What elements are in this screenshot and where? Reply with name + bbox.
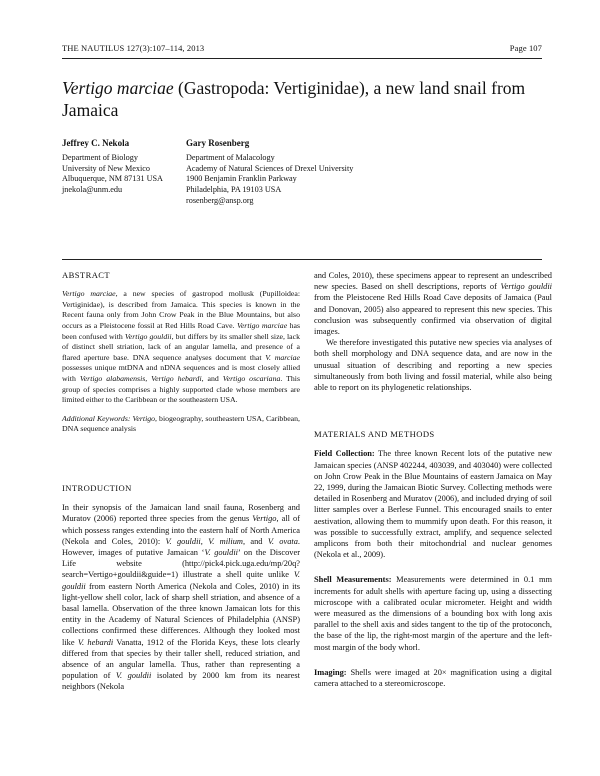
page-number: Page 107 — [509, 43, 542, 53]
running-head — [62, 43, 542, 53]
author-block-2 — [186, 138, 353, 207]
intro-span: ’ on the Discover Life website (http://pick4.pick.uga.edu/mp/20q?search=Vertigo+gouldii&guide=1) illustrate a shell quite unlike — [62, 547, 300, 580]
author-affiliation-line: Albuquerque, NM 87131 USA — [62, 174, 163, 184]
author-block-1 — [62, 138, 163, 196]
author-affiliation-line: Department of Biology — [62, 152, 138, 162]
keywords — [62, 414, 300, 435]
abstract-span: has been confused with — [62, 320, 301, 341]
left-column — [62, 270, 300, 693]
methods-text: The three known Recent lots of the putative new Jamaican species (ANSP 402244, 403039, and 403040) were collected on John Crow Peak in the Blue Mountains of eastern Jamaica on May 22, 1999, during the Jamaican Biotic Survey. Collecting methods were detailed in Rosenberg and Muratov (2006), and included drying of soil litter samples over a Berlese Funnel. This encouraged snails to enter aestivation, allowing them to mummify upon death. For this reason, it was possible to successfully extract, amplify, and sequence selected amplicons from both their mitochondrial and nuclear genomes (Nekola et al., 2009). — [314, 449, 553, 560]
intro-span: Vanatta, 1912 of the Florida Keys, these lots clearly differed from that species by their taller shell, reduced striation, and absence of an angular lamella. Thus, rather than representing a population of — [62, 637, 300, 681]
introduction-heading: INTRODUCTION — [62, 482, 132, 493]
author-affiliation-line: Philadelphia, PA 19103 USA — [186, 185, 282, 195]
imaging-paragraph — [314, 667, 552, 689]
species-name: V. marciae — [265, 352, 300, 362]
intro-span: from eastern North America (Nekola and Coles, 2010) in its light-yellow shell color, lack of sharp shell striation, and absence of a basal lamella. Observation of the three known Jamaican lots for this entity in the Academy of Natural Sciences of Philadelphia (ANSP) collections confirmed these differences. Although they looked most like — [62, 581, 300, 647]
methods-heading: MATERIALS AND METHODS — [314, 429, 435, 440]
run-in-heading: Shell Measurements: — [314, 575, 392, 585]
title-rest: (Gastropoda: Vertiginidae), a new land snail from Jamaica — [62, 78, 526, 120]
species-name: V. gouldii — [165, 536, 201, 546]
species-name: Vertigo marciae — [236, 320, 288, 330]
run-in-heading: Field Collection: — [314, 449, 375, 459]
journal-citation: THE NAUTILUS 127(3):107–114, 2013 — [62, 43, 205, 53]
species-name: V. gouldii — [62, 570, 300, 591]
intro-span: isolated by 2000 km from its nearest neighbors (Nekola — [62, 671, 300, 692]
methods-text: Measurements were determined in 0.1 mm increments for adult shells with aperture facing up, using a dissecting microscope with a calibrated ocular micrometer. Height and width were measured as the dimensions of a bounding box with long axis parallel to the shell axis and sides tangent to the tip of the protoconch, the base of the lip, the right-most margin of the aperture and the left-most margin of the body whorl. — [314, 575, 553, 652]
species-name: Vertigo gouldii — [500, 282, 552, 292]
author-name: Jeffrey C. Nekola — [62, 138, 130, 148]
abstract-heading: ABSTRACT — [62, 270, 111, 280]
species-name: Vertigo hebardi — [151, 373, 202, 383]
intro-span: In their synopsis of the Jamaican land snail fauna, Rosenberg and Muratov (2006) reported three species from the genus — [62, 503, 300, 524]
keywords-label: Additional Keywords: — [62, 413, 133, 423]
species-name: V. gouldii — [115, 671, 152, 681]
species-name: Vertigo oscariana — [222, 373, 281, 383]
author-affiliation-line: 1900 Benjamin Franklin Parkway — [186, 174, 297, 184]
keywords-text: , biogeography, southeastern USA, Caribbean, DNA sequence analysis — [62, 413, 300, 434]
run-in-heading: Imaging: — [314, 667, 347, 677]
right-column — [314, 270, 552, 689]
abstract-span: , a new species of gastropod mollusk (Pupilloidea: Vertiginidae), is described from Jamaica. This species is known in the Recent fauna only from John Crow Peak in the Blue Mountains, but also occurs as a Pleistocene fossil at Red Hills Road Cave. — [62, 289, 301, 330]
abstract-span: , but differs by its smaller shell size, lack of distinct shell striation, lack of an angular lamella, and presence of a flared aperture base. DNA sequence analyses document that — [62, 331, 300, 362]
species-name: V. ovata — [267, 536, 298, 546]
author-email: rosenberg@ansp.org — [186, 195, 254, 205]
section-rule — [62, 259, 542, 260]
species-name: Vertigo alabamensis — [79, 373, 146, 383]
author-affiliation-line: Department of Malacology — [186, 152, 275, 162]
introduction-paragraph — [62, 502, 300, 692]
species-name: V. hebardi — [77, 637, 114, 647]
shell-measurements-paragraph — [314, 574, 552, 652]
species-name: Vertigo — [252, 514, 277, 524]
title-species: Vertigo marciae — [62, 78, 174, 98]
species-name: Vertigo marciae — [62, 289, 116, 299]
article-title — [62, 77, 552, 121]
abstract-span: . This group of species comprises a highly supported clade whose members are limited either to the Caribbean or the southeastern USA. — [62, 373, 300, 405]
author-affiliation-line: Academy of Natural Sciences of Drexel University — [186, 163, 354, 173]
abstract-span: , and — [201, 373, 223, 383]
species-name: V. gouldii — [204, 547, 238, 557]
author-affiliation-line: University of New Mexico — [62, 163, 150, 173]
intro-span: , and — [242, 536, 268, 546]
abstract-span: possesses unique mtDNA and nDNA sequences and is most closely allied with — [62, 363, 300, 383]
methods-text: Shells were imaged at 20× magnification using a digital camera attached to a stereomicroscope. — [314, 667, 552, 689]
introduction-continued — [314, 270, 552, 337]
intro-span: and Coles, 2010), these specimens appear to represent an undescribed new species. Based on shell descriptions, reports of — [314, 271, 552, 292]
species-name: Vertigo — [132, 413, 156, 423]
header-rule — [62, 58, 542, 59]
abstract-span: , — [145, 373, 152, 383]
intro-span: from the Pleistocene Red Hills Road Cave deposits of Jamaica (Paul and Donovan, 2005) also appeared to represent this new species. This conclusion was subsequently confirmed via observation of digital images. — [314, 293, 552, 337]
intro-span: , all of which possess ranges extending into the eastern half of North America (Nekola and Coles, 2010): — [62, 514, 301, 546]
species-name: Vertigo gouldii — [124, 331, 172, 341]
intro-span: . However, images of putative Jamaican ‘ — [62, 536, 301, 557]
abstract-text — [62, 289, 300, 406]
species-name: V. milium — [208, 536, 243, 546]
author-name: Gary Rosenberg — [186, 138, 250, 148]
field-collection-paragraph — [314, 448, 552, 560]
intro-span: , — [200, 536, 209, 546]
introduction-paragraph-2: We therefore investigated this putative new species via analyses of both shell morphology and DNA sequence data, and are now in the unusual situation of describing and reporting a new species simultaneously from both living and fossil material, while also being able to report on its phylogenetic relationships. — [314, 338, 552, 393]
author-email: jnekola@unm.edu — [62, 185, 123, 195]
